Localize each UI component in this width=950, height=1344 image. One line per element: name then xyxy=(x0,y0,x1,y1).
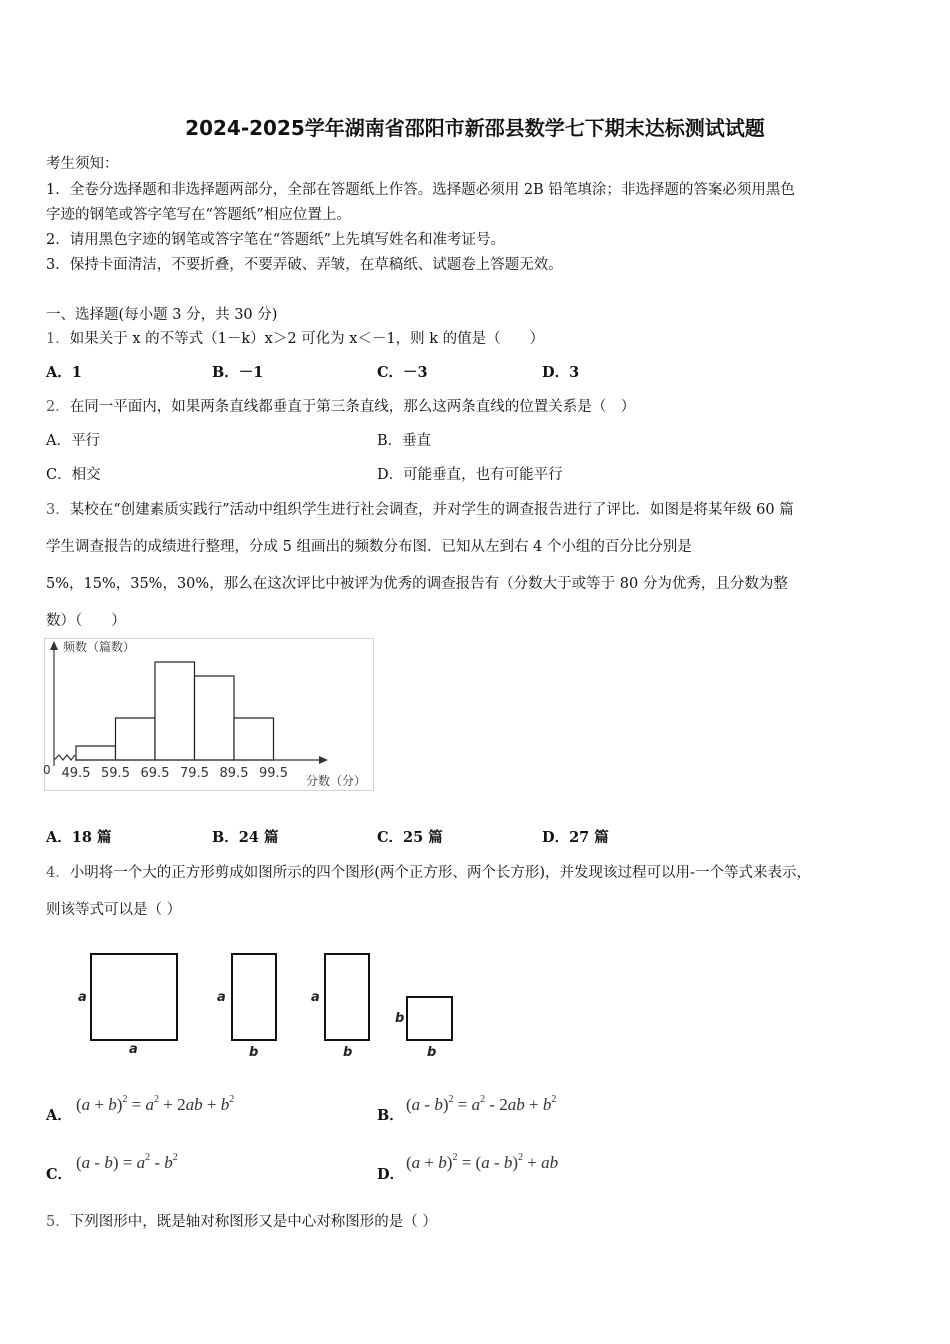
q1-option-a: A．1 xyxy=(46,364,82,381)
notice-line-3: 2．请用黑色字迹的钢笔或答字笔在“答题纸”上先填写姓名和准考证号。 xyxy=(46,232,506,248)
q5-stem xyxy=(46,1210,437,1231)
origin-label: 0 xyxy=(43,763,51,777)
rectangle-ab-1 xyxy=(232,954,276,1040)
rect1-side-label: a xyxy=(217,990,226,1005)
q4-option-d-formula: $(a + b)^2 = (a - b)^2$ + ab xyxy=(406,1152,559,1172)
x-tick-label: 59.5 xyxy=(101,766,130,781)
x-tick-label: 89.5 xyxy=(219,766,249,781)
q1-number: 1． xyxy=(46,331,70,347)
notice-line-2: 字迹的钢笔或答字笔写在“答题纸”相应位置上。 xyxy=(46,207,351,223)
q2-stem xyxy=(46,395,635,416)
q3-line-4: 数）（ ） xyxy=(46,613,126,629)
q4-option-a-formula: $(a + b)^2 = a^2 + 2ab + b^2$ xyxy=(76,1094,235,1114)
q2-option-c: C．相交 xyxy=(46,467,101,483)
frequency-histogram xyxy=(44,638,375,792)
q5-number: 5． xyxy=(46,1214,70,1230)
rect1-bottom-label: b xyxy=(249,1045,259,1060)
x-tick-label: 69.5 xyxy=(140,766,170,781)
q1-option-d: D．3 xyxy=(542,364,580,381)
q2-text: 在同一平面内，如果两条直线都垂直于第三条直线，那么这两条直线的位置关系是（ ） xyxy=(69,399,636,415)
big-square-bottom-label: a xyxy=(129,1042,138,1057)
notice-line-4: 3．保持卡面清洁，不要折叠，不要弄破、弄皱，在草稿纸、试题卷上答题无效。 xyxy=(46,257,563,273)
q4-option-b-letter: B． xyxy=(377,1107,404,1124)
q3-line-1 xyxy=(46,498,794,519)
q1-stem xyxy=(46,327,544,348)
histogram-bar-5 xyxy=(234,718,274,760)
notice-line-1: 1．全卷分选择题和非选择题两部分，全部在答题纸上作答。选择题必须用 2B 铅笔填涂；非选择题的答案必须用黑色 xyxy=(46,182,795,198)
q4-option-b-formula: $(a - b)^2 = a^2 - 2ab + b^2$ xyxy=(406,1094,557,1114)
histogram-bar-4 xyxy=(195,676,235,760)
q4-line-1 xyxy=(46,861,811,882)
q3-option-c: C．25 篇 xyxy=(377,829,443,846)
x-tick-label: 99.5 xyxy=(259,766,288,781)
q2-option-b: B．垂直 xyxy=(377,433,432,449)
q4-option-c-formula: $(a - b) = a^2 - b^2$ xyxy=(76,1152,178,1172)
q4-option-c-letter: C． xyxy=(46,1166,73,1183)
rect2-bottom-label: b xyxy=(343,1045,353,1060)
histogram-bar-3 xyxy=(155,662,195,760)
q2-option-d: D．可能垂直，也有可能平行 xyxy=(377,467,563,483)
q1-option-c: C．－3 xyxy=(377,364,428,381)
rect2-side-label: a xyxy=(311,990,320,1005)
q3-line-3: 5%，15%，35%，30%，那么在这次评比中被评为优秀的调查报告有（分数大于或等于 80 分为优秀，且分数为整 xyxy=(46,576,788,592)
q3-option-b: B．24 篇 xyxy=(212,829,279,846)
q4-shapes-figure xyxy=(70,944,470,1069)
q5-text: 下列图形中，既是轴对称图形又是中心对称图形的是（ ） xyxy=(69,1214,437,1230)
q3-option-d: D．27 篇 xyxy=(542,829,609,846)
big-square-side-label: a xyxy=(78,990,87,1005)
y-axis-label: 频数（篇数） xyxy=(63,640,136,654)
rectangle-ab-2 xyxy=(325,954,369,1040)
histogram-bar-1 xyxy=(76,746,116,760)
q1-text: 如果关于 x 的不等式（1－k）x＞2 可化为 x＜－1，则 k 的值是（ ） xyxy=(69,331,545,347)
q4-line-2: 则该等式可以是（ ） xyxy=(46,902,182,918)
q4-text-1: 小明将一个大的正方形剪成如图所示的四个图形(两个正方形、两个长方形)，并发现该过程可以用-一个等式来表示， xyxy=(69,865,811,881)
section-heading: 一、选择题(每小题 3 分，共 30 分) xyxy=(46,307,278,323)
q4-option-a-letter: A． xyxy=(46,1107,72,1124)
small-square-bottom-label: b xyxy=(427,1045,437,1060)
q3-text-1: 某校在“创建素质实践行”活动中组织学生进行社会调查，并对学生的调查报告进行了评比．如图是将某年级 60 篇 xyxy=(69,502,794,518)
x-tick-label: 79.5 xyxy=(180,766,209,781)
q3-number: 3． xyxy=(46,502,70,518)
q1-option-b: B．－1 xyxy=(212,364,264,381)
q2-number: 2． xyxy=(46,399,70,415)
q2-option-a: A．平行 xyxy=(46,433,100,449)
small-square-b xyxy=(407,997,452,1040)
page-title: 2024-2025学年湖南省邵阳市新邵县数学七下期末达标测试试题 xyxy=(185,116,765,140)
histogram-bar-2 xyxy=(116,718,156,760)
q4-option-d-letter: D． xyxy=(377,1166,405,1183)
big-square-a xyxy=(91,954,177,1040)
q3-option-a: A．18 篇 xyxy=(46,829,112,846)
x-axis-label: 分数（分） xyxy=(306,774,367,788)
x-tick-label: 49.5 xyxy=(61,766,91,781)
q3-line-2: 学生调查报告的成绩进行整理，分成 5 组画出的频数分布图．已知从左到右 4 个小组的百分比分别是 xyxy=(46,539,692,555)
notice-heading: 考生须知： xyxy=(46,156,119,172)
q4-number: 4． xyxy=(46,865,70,881)
small-square-side-label: b xyxy=(395,1011,405,1026)
